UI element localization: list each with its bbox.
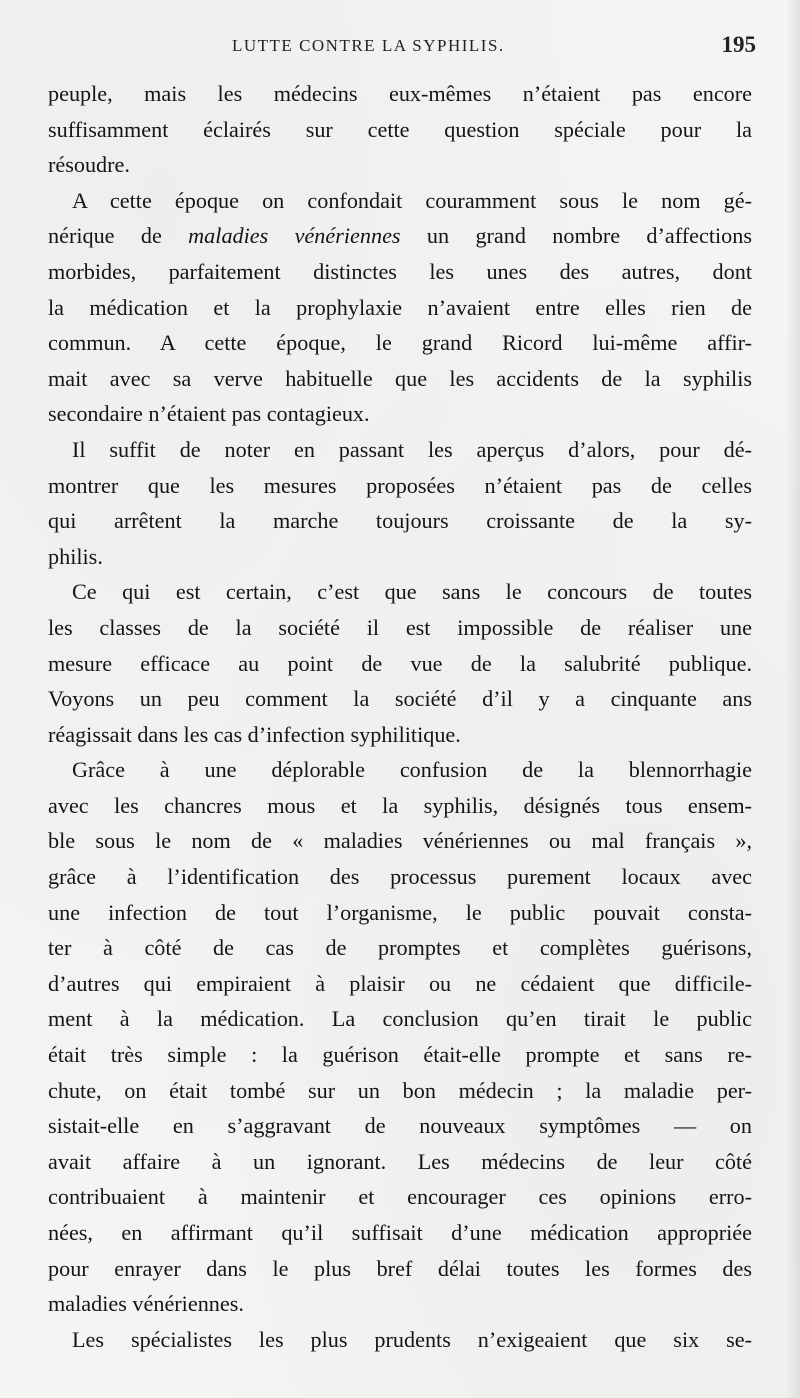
text-line: avec les chancres mous et la syphilis, désignés tous ensem- (48, 792, 752, 818)
page-edge-shadow (786, 0, 800, 1398)
running-head: LUTTE CONTRE LA SYPHILIS. (232, 36, 505, 55)
text-line: maladies vénériennes. (48, 1291, 244, 1317)
text-line: qui arrêtent la marche toujours croissante de la sy- (48, 508, 752, 534)
text-line: une infection de tout l’organisme, le public pouvait consta- (48, 899, 752, 925)
text-line: grâce à l’identification des processus purement locaux avec (48, 864, 752, 890)
text-segment: un grand nombre d’affections (400, 223, 752, 249)
italic-term: maladies vénériennes (188, 223, 401, 249)
text-line: secondaire n’étaient pas contagieux. (48, 401, 370, 427)
text-line: pour enrayer dans le plus bref délai toutes les formes des (48, 1255, 752, 1281)
text-line: avait affaire à un ignorant. Les médecins de leur côté (48, 1148, 752, 1174)
text-line: était très simple : la guérison était-elle prompte et sans re- (48, 1042, 752, 1068)
text-line: réagissait dans les cas d’infection syphilitique. (48, 721, 461, 747)
text-line: Grâce à une déplorable confusion de la blennorrhagie (72, 757, 752, 783)
text-line: ter à côté de cas de promptes et complètes guérisons, (48, 935, 752, 961)
text-line: A cette époque on confondait couramment sous le nom gé- (72, 187, 752, 213)
text-line: montrer que les mesures proposées n’étaient pas de celles (48, 472, 752, 498)
text-line: contribuaient à maintenir et encourager ces opinions erro- (48, 1184, 752, 1210)
body-text (48, 76, 752, 1357)
text-line: Voyons un peu comment la société d’il y a cinquante ans (48, 686, 752, 712)
text-line: résoudre. (48, 152, 130, 178)
text-line: mesure efficace au point de vue de la salubrité publique. (48, 650, 752, 676)
text-line: Il suffit de noter en passant les aperçus d’alors, pour dé- (72, 436, 752, 462)
text-line (48, 218, 752, 254)
text-line: d’autres qui empiraient à plaisir ou ne cédaient que difficile- (48, 970, 752, 996)
text-line: Les spécialistes les plus prudents n’exigeaient que six se- (72, 1326, 752, 1352)
text-line: sistait-elle en s’aggravant de nouveaux symptômes — on (48, 1113, 752, 1139)
text-line: chute, on était tombé sur un bon médecin ; la maladie per- (48, 1077, 752, 1103)
text-line: suffisamment éclairés sur cette question spéciale pour la (48, 116, 752, 142)
text-line: commun. A cette époque, le grand Ricord lui-même affir- (48, 330, 752, 356)
text-line: peuple, mais les médecins eux-mêmes n’étaient pas encore (48, 81, 752, 106)
text-line: mait avec sa verve habituelle que les accidents de la syphilis (48, 365, 752, 391)
text-line: nées, en affirmant qu’il suffisait d’une médication appropriée (48, 1220, 752, 1245)
page-number: 195 (721, 32, 756, 57)
text-line: les classes de la société il est impossible de réaliser une (48, 614, 752, 640)
text-line: la médication et la prophylaxie n’avaient entre elles rien de (48, 294, 752, 320)
text-line: morbides, parfaitement distinctes les unes des autres, dont (48, 258, 752, 284)
text-line: Ce qui est certain, c’est que sans le concours de toutes (72, 579, 752, 605)
text-line: philis. (48, 543, 103, 569)
text-line: ment à la médication. La conclusion qu’en tirait le public (48, 1006, 752, 1032)
text-line: ble sous le nom de « maladies vénériennes ou mal français », (48, 828, 752, 854)
text-segment: nérique de (48, 223, 189, 249)
